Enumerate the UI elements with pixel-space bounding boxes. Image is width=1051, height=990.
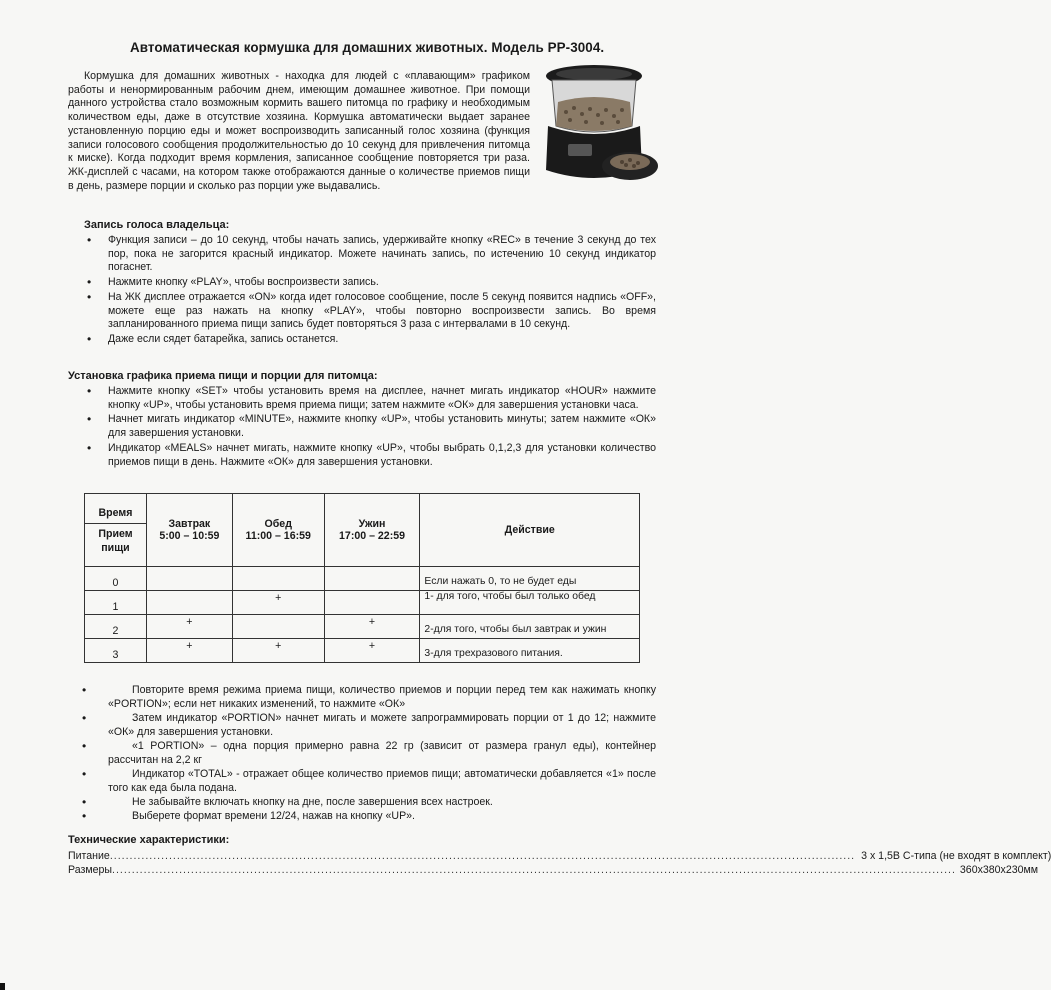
- meal-count-cell: 0: [85, 567, 147, 591]
- meal-count-cell: 2: [85, 615, 147, 639]
- time-header: Время: [98, 506, 133, 519]
- intro-text: [68, 70, 530, 193]
- action-cell: 2-для того, чтобы был завтрак и ужин: [420, 615, 640, 639]
- voice-list: [84, 234, 656, 348]
- table-header-row: [85, 494, 640, 567]
- lunch-cell: [232, 615, 324, 639]
- spec-row-power: [68, 850, 1051, 862]
- spec-label: Питание: [68, 850, 110, 862]
- dinner-label: Ужин: [358, 518, 386, 530]
- list-item-text: Индикатор «TOTAL» - отражает общее количество приемов пищи; автоматически добавляется «1» после того как еда была подана.: [108, 768, 656, 794]
- list-item-text: Не забывайте включать кнопку на дне, после завершения всех настроек.: [132, 796, 493, 808]
- schedule-list: [84, 385, 656, 470]
- list-item: • Начнет мигать индикатор «MINUTE», нажмите кнопку «UP», чтобы установить минуты; затем нажмите «ОК» для завершения установки.: [84, 413, 656, 440]
- list-item: [84, 739, 656, 767]
- dinner-cell: +: [324, 639, 420, 663]
- specs-heading: Технические характеристики:: [68, 834, 230, 846]
- list-item: • Индикатор «MEALS» начнет мигать, нажмите кнопку «UP», чтобы выбрать 0,1,2,3 для установки количество приемов пищи в день. Нажмите «ОК» для завершения установки.: [84, 442, 656, 469]
- action-cell: Если нажать 0, то не будет еды: [420, 567, 640, 591]
- pet-feeder-image: [538, 62, 660, 190]
- voice-section-heading: Запись голоса владельца:: [84, 219, 230, 231]
- meals-header: Прием пищи: [85, 523, 146, 555]
- action-header: Действие: [420, 494, 640, 567]
- dinner-cell: [324, 591, 420, 615]
- list-item-text: Затем индикатор «PORTION» начнет мигать и можете запрограммировать порции от 1 до 12; нажмите «ОК» для завершения установки.: [108, 712, 656, 738]
- list-item: [84, 683, 656, 711]
- portion-steps-list: [84, 683, 656, 823]
- list-item: • На ЖК дисплее отражается «ON» когда идет голосовое сообщение, после 5 секунд появится надпись «OFF», можете еще раз нажать на кнопку «PLAY», чтобы повторно воспроизвести запись. Во время запланированного приема пищи запись будет повторяться 3 раза с интервалами в 10 секунд.: [84, 291, 656, 332]
- spec-row-size: [68, 864, 1039, 876]
- list-item: • Функция записи – до 10 секунд, чтобы начать запись, удерживайте кнопку «REC» в течение 3 секунд до тех пор, пока не загорится красный индикатор. Можете начинать запись, по истечению 10 секунд индикатор погаснет.: [84, 234, 656, 275]
- list-item-text: Повторите время режима приема пищи, количество приемов и порции перед тем как нажимать кнопку «PORTION»; если нет никаких изменений, то нажмите «ОК»: [108, 684, 656, 710]
- spec-value: 360x380x230мм: [959, 864, 1039, 876]
- leader-dots: .............................................................................................................................................................................................: [109, 850, 856, 862]
- breakfast-time: 5:00 – 10:59: [159, 530, 220, 542]
- spec-value: 3 х 1,5В С-типа (не входят в комплект): [861, 850, 1051, 862]
- dinner-header: [324, 494, 420, 567]
- table-row: [85, 615, 640, 639]
- intro-paragraph: Кормушка для домашних животных - находка для людей с «плавающим» графиком работы и ненормированным рабочим днем, имеющим домашнее животное. При помощи данного устройства стало возможным кормить вашего питомца по графику и необходимым количеством еды, даже в отсутствие хозяина. Кормушка автоматически выдает заранее установленную порцию еды и может воспроизводить записанный голос хозяина (функция записи голосового сообщения продолжительностью до 10 секунд для привлечения питомца к миске). Когда подходит время кормления, записанное сообщение повторяется три раза. ЖК-дисплей с часами, на котором также отображаются данные о количестве приемов пищи в день, размере порции и сколько раз порции уже выдавались.: [68, 70, 530, 192]
- lunch-header: [232, 494, 324, 567]
- list-item: [84, 809, 656, 823]
- meal-count-cell: 3: [85, 639, 147, 663]
- breakfast-cell: +: [146, 615, 232, 639]
- dinner-time: 17:00 – 22:59: [339, 530, 405, 542]
- leader-dots: ......................................................................................................................................................................................................................: [112, 864, 956, 876]
- breakfast-cell: +: [146, 639, 232, 663]
- table-row: [85, 639, 640, 663]
- table-row: [85, 591, 640, 615]
- list-item: [84, 711, 656, 739]
- breakfast-label: Завтрак: [168, 518, 211, 530]
- feeding-schedule-table: [84, 493, 640, 663]
- action-cell: 1- для того, чтобы был только обед: [420, 591, 640, 615]
- lunch-cell: [232, 567, 324, 591]
- breakfast-cell: [146, 591, 232, 615]
- dinner-cell: +: [324, 615, 420, 639]
- lunch-cell: +: [232, 639, 324, 663]
- breakfast-cell: [146, 567, 232, 591]
- scan-mark: [0, 983, 5, 990]
- list-item-text: Выберете формат времени 12/24, нажав на кнопку «UP».: [132, 810, 415, 822]
- breakfast-header: [146, 494, 232, 567]
- lunch-cell: +: [232, 591, 324, 615]
- meal-count-cell: 1: [85, 591, 147, 615]
- list-item: • Даже если сядет батарейка, запись останется.: [84, 333, 656, 347]
- action-cell: 3-для трехразового питания.: [420, 639, 640, 663]
- spec-label: Размеры: [68, 864, 113, 876]
- list-item: [84, 767, 656, 795]
- schedule-section-heading: Установка графика приема пищи и порции для питомца:: [68, 370, 378, 382]
- document-title: Автоматическая кормушка для домашних животных. Модель PP-3004.: [130, 40, 605, 55]
- dinner-cell: [324, 567, 420, 591]
- lunch-label: Обед: [264, 518, 292, 530]
- list-item: [84, 795, 656, 809]
- lunch-time: 11:00 – 16:59: [245, 530, 311, 542]
- table-row: [85, 567, 640, 591]
- time-meals-header: [85, 494, 147, 567]
- list-item: • Нажмите кнопку «PLAY», чтобы воспроизвести запись.: [84, 276, 656, 290]
- list-item-text: «1 PORTION» – одна порция примерно равна 22 гр (зависит от размера гранул еды), контейнер рассчитан на 2,2 кг: [108, 740, 656, 766]
- list-item: • Нажмите кнопку «SET» чтобы установить время на дисплее, начнет мигать индикатор «HOUR» нажмите кнопку «UP», чтобы установить время приема пищи; затем нажмите «ОК» для завершения установки часа.: [84, 385, 656, 412]
